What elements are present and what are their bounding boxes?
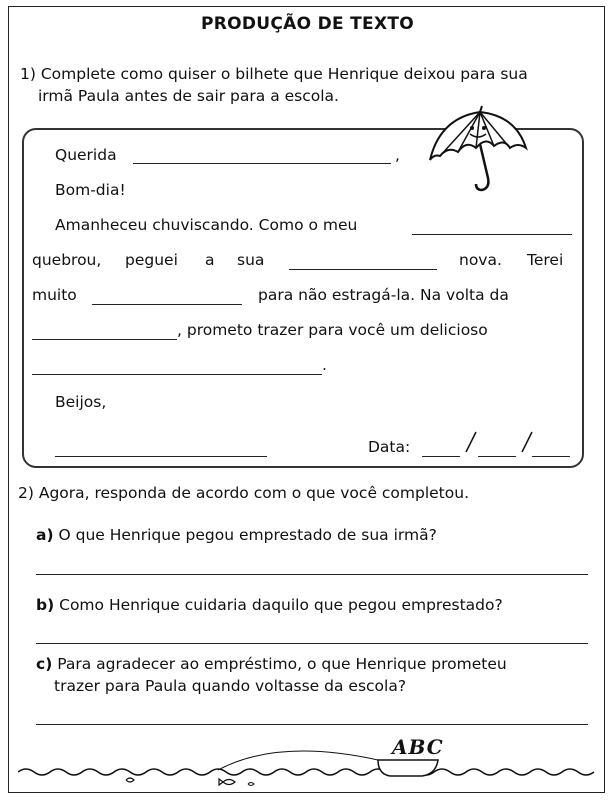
page-title: PRODUÇÃO DE TEXTO [200, 14, 415, 34]
question-2c [36, 653, 596, 697]
date-label: Data: [368, 438, 411, 456]
question-2b [36, 594, 596, 616]
note-muito: muito [32, 286, 77, 304]
blank-date-day[interactable] [422, 456, 460, 457]
note-greeting-comma: , [395, 146, 400, 164]
date-slash-1 [462, 430, 480, 456]
footer-decoration [18, 730, 598, 790]
date-slash-2 [518, 430, 536, 456]
question-2c-text-2: trazer para Paula quando voltasse da escola? [54, 677, 407, 695]
note-bom-dia: Bom-dia! [55, 181, 126, 199]
note-quebrou: quebrou, [32, 251, 102, 269]
question-1-line2: irmã Paula antes de sair para a escola. [38, 87, 339, 105]
note-greeting: Querida [55, 146, 117, 164]
question-2b-letter: b) [36, 596, 55, 614]
blank-gift[interactable] [32, 374, 322, 375]
boat-abc-letters: ABC [392, 735, 444, 759]
umbrella-icon [420, 98, 530, 198]
question-2a-text: O que Henrique pegou emprestado de sua irmã? [58, 526, 437, 544]
blank-date-year[interactable] [532, 456, 570, 457]
answer-line-b[interactable] [36, 643, 588, 644]
question-2c-text-1: Para agradecer ao empréstimo, o que Henrique prometeu [57, 655, 507, 673]
date-area [368, 438, 410, 456]
question-1-line1: Complete como quiser o bilhete que Henrique deixou para sua [40, 65, 528, 83]
note-sua: sua [237, 251, 265, 269]
question-2c-letter: c) [36, 655, 53, 673]
question-2a-letter: a) [36, 526, 54, 544]
note-line-4: , prometo trazer para você um delicioso [177, 321, 488, 339]
note-dot: . [322, 356, 327, 374]
question-2: 2) Agora, responda de acordo com o que você completou. [18, 484, 469, 502]
question-2a [36, 524, 596, 546]
question-1-number: 1) [20, 65, 36, 83]
blank-object[interactable] [412, 234, 572, 235]
question-2b-text: Como Henrique cuidaria daquilo que pegou emprestado? [59, 596, 503, 614]
note-a: a [205, 251, 215, 269]
note-line-1: Amanheceu chuviscando. Como o meu [55, 216, 358, 234]
blank-borrowed[interactable] [289, 269, 437, 270]
blank-name[interactable] [133, 163, 391, 164]
note-terei: Terei [527, 251, 564, 269]
note-nova: nova. [459, 251, 502, 269]
answer-line-c[interactable] [36, 724, 588, 725]
answer-line-a[interactable] [36, 574, 588, 575]
blank-care[interactable] [92, 304, 242, 305]
note-beijos: Beijos, [55, 393, 107, 411]
note-line-3: para não estragá-la. Na volta da [258, 286, 509, 304]
note-peguei: peguei [125, 251, 178, 269]
blank-date-month[interactable] [478, 456, 516, 457]
blank-place[interactable] [32, 339, 177, 340]
blank-signature[interactable] [55, 456, 267, 457]
